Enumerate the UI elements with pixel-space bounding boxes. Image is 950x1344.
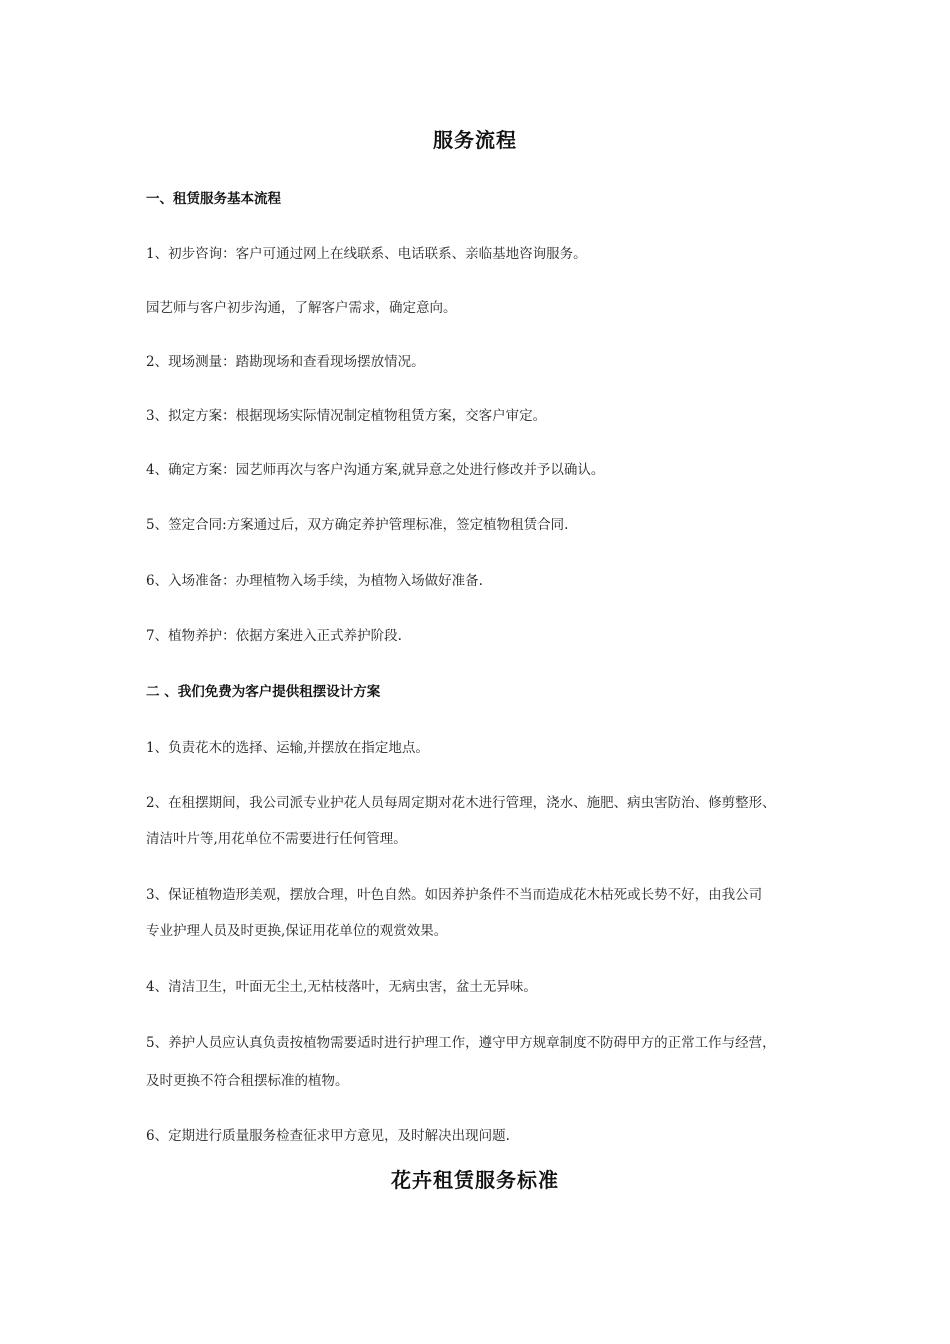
paragraph: 4、清洁卫生，叶面无尘土,无枯枝落叶，无病虫害，盆土无异味。 xyxy=(146,979,537,995)
section-heading-free-design: 二 、我们免费为客户提供租摆设计方案 xyxy=(146,684,381,700)
paragraph: 2、现场测量：踏勘现场和查看现场摆放情况。 xyxy=(146,354,425,370)
paragraph: 园艺师与客户初步沟通，了解客户需求，确定意向。 xyxy=(146,300,457,316)
next-section-title: 花卉租赁服务标准 xyxy=(391,1168,559,1192)
page-title: 服务流程 xyxy=(433,128,517,152)
paragraph: 3、拟定方案：根据现场实际情况制定植物租赁方案，交客户审定。 xyxy=(146,408,547,424)
paragraph: 6、入场准备：办理植物入场手续，为植物入场做好准备. xyxy=(146,573,483,589)
paragraph: 清洁叶片等,用花单位不需要进行任何管理。 xyxy=(146,831,407,847)
paragraph: 6、定期进行质量服务检查征求甲方意见，及时解决出现问题. xyxy=(146,1128,510,1144)
paragraph: 4、确定方案：园艺师再次与客户沟通方案,就异意之处进行修改并予以确认。 xyxy=(146,462,605,478)
section-heading-rental-process: 一、租赁服务基本流程 xyxy=(146,191,281,207)
paragraph: 2、在租摆期间，我公司派专业护花人员每周定期对花木进行管理，浇水、施肥、病虫害防治、修剪整形、 xyxy=(146,795,776,811)
paragraph: 5、签定合同:方案通过后，双方确定养护管理标准，签定植物租赁合同. xyxy=(146,517,569,533)
paragraph: 5、养护人员应认真负责按植物需要适时进行护理工作，遵守甲方规章制度不防碍甲方的正常工作与经营， xyxy=(146,1035,776,1051)
paragraph: 1、初步咨询：客户可通过网上在线联系、电话联系、亲临基地咨询服务。 xyxy=(146,246,587,262)
paragraph: 1、负责花木的选择、运输,并摆放在指定地点。 xyxy=(146,740,429,756)
paragraph: 专业护理人员及时更换,保证用花单位的观赏效果。 xyxy=(146,923,448,939)
paragraph: 3、保证植物造形美观，摆放合理，叶色自然。如因养护条件不当而造成花木枯死或长势不好，由我公司 xyxy=(146,887,763,903)
paragraph: 及时更换不符合租摆标准的植物。 xyxy=(146,1073,349,1089)
paragraph: 7、植物养护：依据方案进入正式养护阶段. xyxy=(146,628,402,644)
